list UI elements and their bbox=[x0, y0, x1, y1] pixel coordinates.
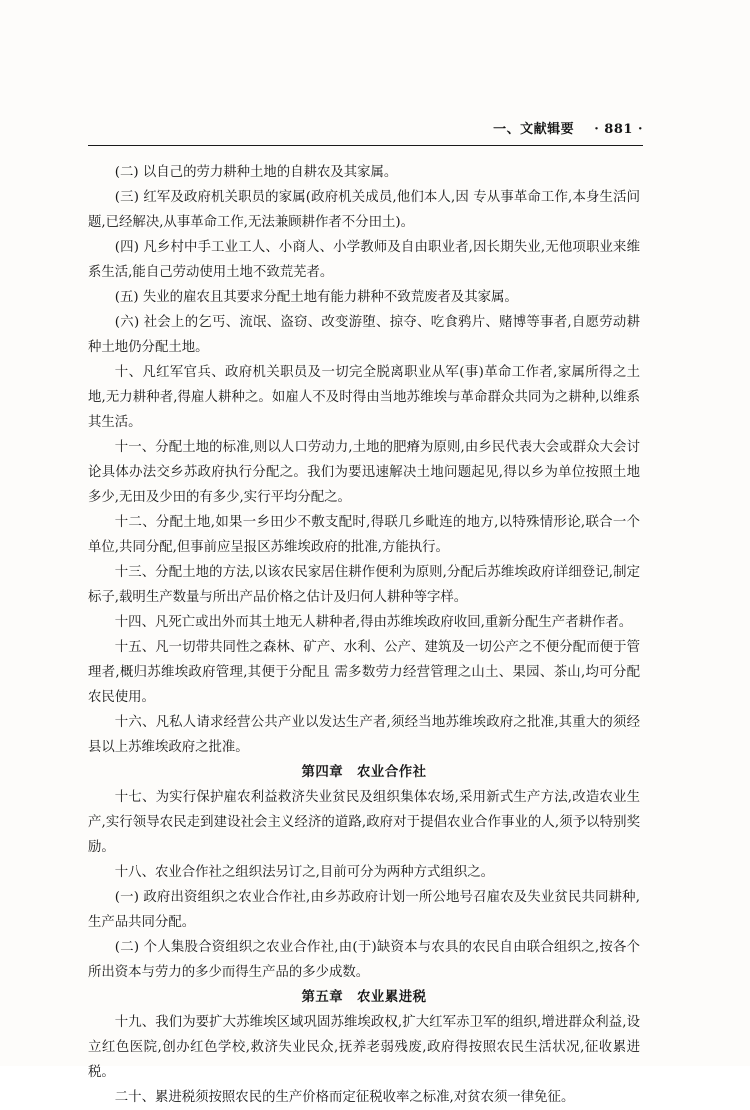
paragraph: (三) 红军及政府机关职员的家属(政府机关成员,他们本人,因 专从事革命工作,本身生活问题,已经解决,从事革命工作,无法兼顾耕作者不分田土)。 bbox=[88, 190, 640, 230]
paragraph: 十一、分配土地的标准,则以人口劳动力,土地的肥瘠为原则,由乡民代表大会或群众大会讨论具体办法交乡苏政府执行分配之。我们为要迅速解决土地问题起见,得以乡为单位按照土地多少,无田及少田的有多少,实行平均分配之。 bbox=[88, 440, 640, 505]
running-header bbox=[88, 118, 643, 152]
chapter-heading: 第四章 农业合作社 bbox=[301, 764, 427, 780]
page-number: · 881 · bbox=[594, 122, 643, 137]
header-rule bbox=[88, 145, 643, 146]
paragraph: (六) 社会上的乞丐、流氓、盗窃、改变游堕、掠夺、吃食鸦片、赌博等事者,自愿劳动耕种土地仍分配土地。 bbox=[88, 315, 640, 355]
paragraph: (二) 个人集股合资组织之农业合作社,由(于)缺资本与农具的农民自由联合组织之,按各个所出资本与劳力的多少而得生产品的多少成数。 bbox=[88, 940, 640, 980]
chapter-heading: 第五章 农业累进税 bbox=[301, 989, 427, 1005]
paragraph: 十七、为实行保护雇农利益救济失业贫民及组织集体农场,采用新式生产方法,改造农业生产,实行领导农民走到建设社会主义经济的道路,政府对于提倡农业合作事业的人,须予以特别奖励。 bbox=[88, 790, 640, 855]
header-text bbox=[493, 118, 643, 137]
paragraph: 二十、累进税须按照农民的生产价格而定征税收率之标准,对贫农须一律免征。 bbox=[114, 1090, 575, 1105]
paragraph: (五) 失业的雇农且其要求分配土地有能力耕种不致荒废者及其家属。 bbox=[114, 290, 518, 305]
paragraph: 十八、农业合作社之组织法另订之,目前可分为两种方式组织之。 bbox=[114, 865, 494, 880]
paragraph: 十、凡红军官兵、政府机关职员及一切完全脱离职业从军(事)革命工作者,家属所得之土地,无力耕种者,得雇人耕种之。如雇人不及时得由当地苏维埃与革命群众共同为之耕种,以维系其生活。 bbox=[88, 365, 640, 430]
paragraph: (二) 以自己的劳力耕种土地的自耕农及其家属。 bbox=[114, 165, 398, 180]
paragraph: (一) 政府出资组织之农业合作社,由乡苏政府计划一所公地号召雇农及失业贫民共同耕种,生产品共同分配。 bbox=[88, 890, 640, 930]
header-section-title: 一、文献辑要 bbox=[493, 122, 575, 137]
paragraph: (四) 凡乡村中手工业工人、小商人、小学教师及自由职业者,因长期失业,无他项职业来维系生活,能自己劳动使用土地不致荒芜者。 bbox=[88, 240, 640, 280]
paragraph: 十四、凡死亡或出外而其土地无人耕种者,得由苏维埃政府收回,重新分配生产者耕作者。 bbox=[114, 615, 633, 630]
paragraph: 十三、分配土地的方法,以该农民家居住耕作便利为原则,分配后苏维埃政府详细登记,制定标子,载明生产数量与所出产品价格之估计及归何人耕种等字样。 bbox=[88, 565, 640, 605]
body-text bbox=[88, 160, 640, 1110]
paragraph: 十五、凡一切带共同性之森林、矿产、水利、公产、建筑及一切公产之不便分配而便于管理者,概归苏维埃政府管理,其便于分配且 需多数劳力经营管理之山土、果园、茶山,均可分配农民使用。 bbox=[88, 640, 640, 705]
paragraph: 十九、我们为要扩大苏维埃区域巩固苏维埃政权,扩大红军赤卫军的组织,增进群众利益,设立红色医院,创办红色学校,救济失业民众,抚养老弱残废,政府得按照农民生活状况,征收累进税。 bbox=[88, 1015, 640, 1080]
paragraph: 十六、凡私人请求经营公共产业以发达生产者,须经当地苏维埃政府之批准,其重大的须经县以上苏维埃政府之批准。 bbox=[88, 715, 640, 755]
paragraph: 十二、分配土地,如果一乡田少不敷支配时,得联几乡毗连的地方,以特殊情形论,联合一个单位,共同分配,但事前应呈报区苏维埃政府的批准,方能执行。 bbox=[88, 515, 640, 555]
